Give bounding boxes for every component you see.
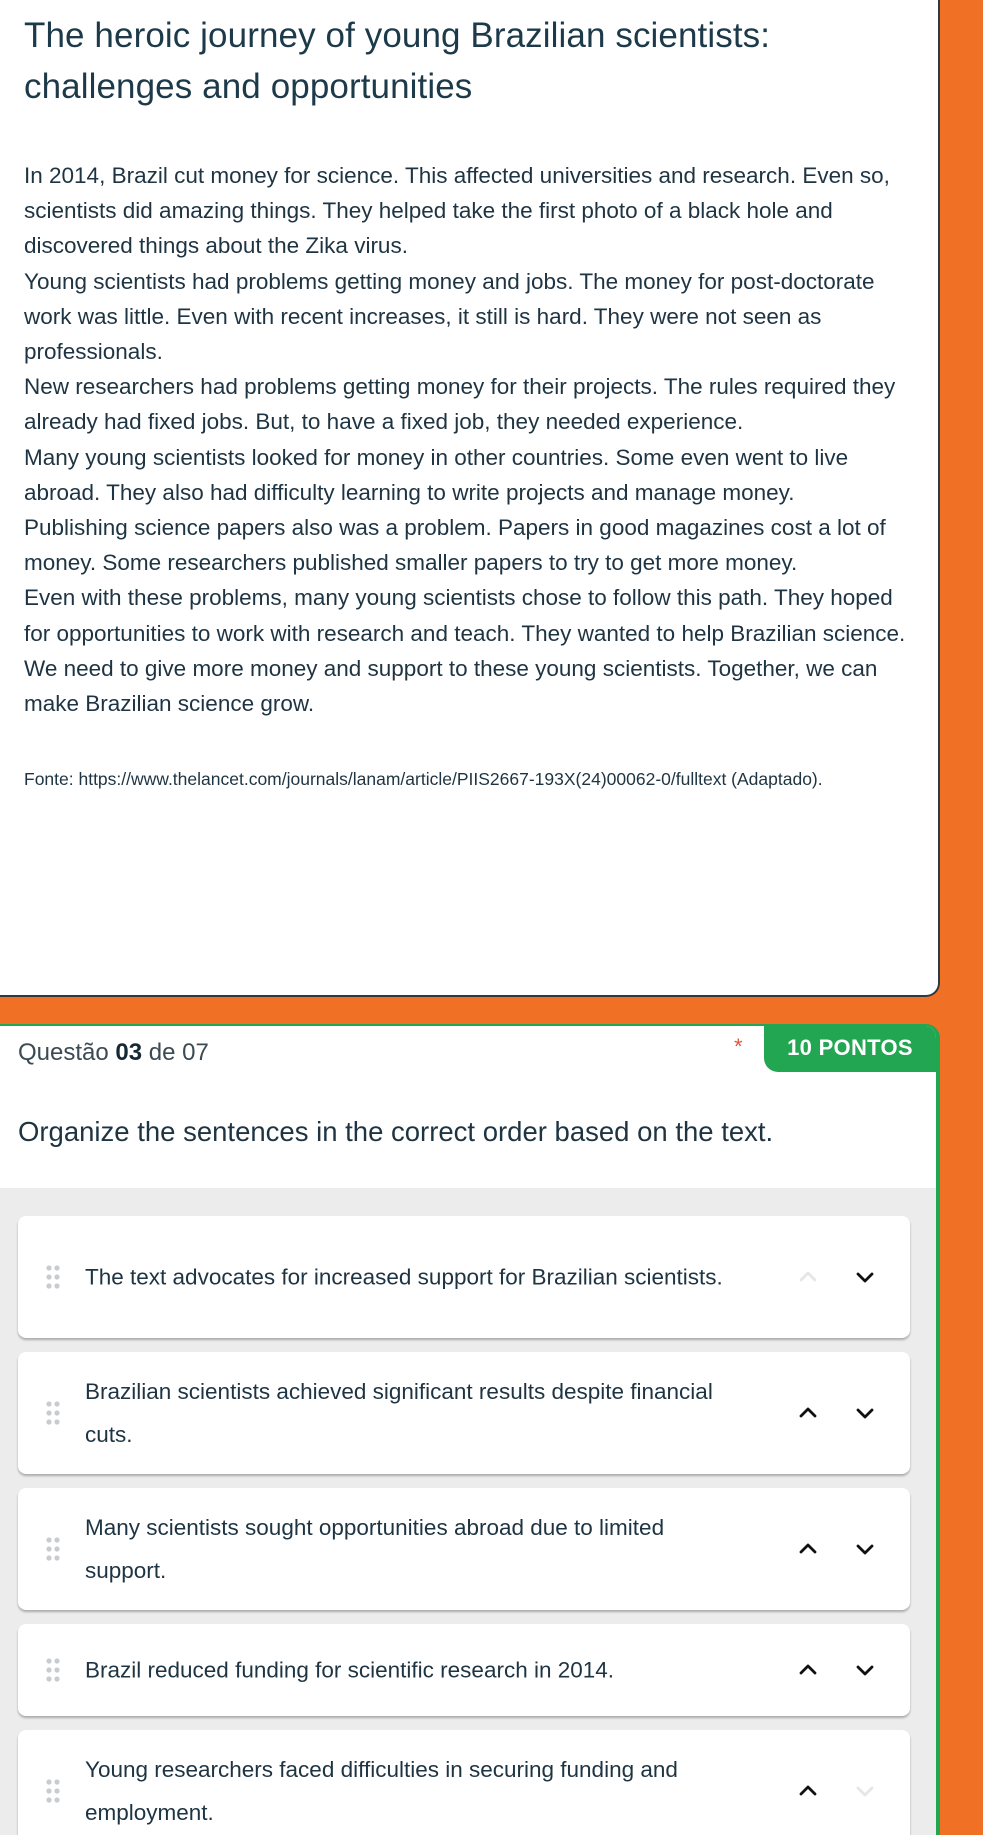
move-up-button[interactable] (788, 1650, 828, 1690)
chevron-up-icon (796, 1265, 820, 1289)
sortable-item-text: Brazil reduced funding for scientific research in 2014. (85, 1657, 615, 1683)
chevron-up-icon (796, 1779, 820, 1803)
move-up-button[interactable] (788, 1771, 828, 1811)
article-body (24, 158, 914, 721)
sortable-item[interactable] (18, 1730, 910, 1835)
article-paragraph: Young scientists had problems getting money and jobs. The money for post-doctorate work was little. Even with recent increases, it still is hard. They were not seen as professionals. (24, 268, 875, 365)
sortable-item[interactable] (18, 1352, 910, 1474)
question-total: 07 (182, 1039, 209, 1066)
move-up-button[interactable] (788, 1529, 828, 1569)
move-down-button[interactable] (845, 1529, 885, 1569)
chevron-down-icon (853, 1779, 877, 1803)
question-number: 03 (115, 1039, 143, 1066)
chevron-up-icon (796, 1401, 820, 1425)
move-up-button[interactable] (788, 1393, 828, 1433)
move-up-button[interactable] (788, 1257, 828, 1297)
drag-handle-icon[interactable] (45, 1400, 61, 1426)
sortable-item[interactable] (18, 1216, 910, 1338)
move-down-button[interactable] (845, 1257, 885, 1297)
drag-handle-icon[interactable] (45, 1778, 61, 1804)
chevron-down-icon (853, 1537, 877, 1561)
chevron-down-icon (853, 1265, 877, 1289)
chevron-down-icon (853, 1658, 877, 1682)
chevron-up-icon (796, 1658, 820, 1682)
sortable-list (0, 1188, 936, 1835)
chevron-up-icon (796, 1537, 820, 1561)
sortable-item[interactable] (18, 1624, 910, 1716)
drag-handle-icon[interactable] (45, 1264, 61, 1290)
required-marker: * (734, 1034, 743, 1059)
sortable-item-text: Young researchers faced difficulties in securing funding and employment. (85, 1757, 678, 1825)
sortable-item-text: The text advocates for increased support for Brazilian scientists. (85, 1264, 723, 1290)
article-source: Fonte: https://www.thelancet.com/journals/lanam/article/PIIS2667-193X(24)00062-0/fulltext (Adaptado). (24, 769, 823, 790)
article-title: The heroic journey of young Brazilian scientists: challenges and opportunities (24, 16, 771, 106)
article-paragraph: Publishing science papers also was a problem. Papers in good magazines cost a lot of money. Some researchers published smaller papers to try to get more money. (24, 515, 886, 576)
article-paragraph: Many young scientists looked for money in other countries. Some even went to live abroad. They also had difficulty learning to write projects and manage money. (24, 444, 849, 505)
article-paragraph: We need to give more money and support to these young scientists. Together, we can make Brazilian science grow. (24, 655, 878, 717)
question-label: Questão (18, 1039, 109, 1066)
drag-handle-icon[interactable] (45, 1536, 61, 1562)
sortable-item-text: Many scientists sought opportunities abroad due to limited support. (85, 1515, 665, 1583)
chevron-down-icon (853, 1401, 877, 1425)
question-card (0, 1024, 940, 1835)
article-paragraph: Even with these problems, many young scientists chose to follow this path. They hoped for opportunities to work with research and teach. They wanted to help Brazilian science. (24, 585, 906, 646)
sortable-item[interactable] (18, 1488, 910, 1610)
sortable-item-text: Brazilian scientists achieved significant results despite financial cuts. (85, 1379, 713, 1447)
question-prompt: Organize the sentences in the correct order based on the text. (18, 1116, 774, 1147)
move-down-button[interactable] (845, 1393, 885, 1433)
points-badge: 10 PONTOS (764, 1024, 936, 1072)
question-counter (18, 1039, 209, 1067)
drag-handle-icon[interactable] (45, 1657, 61, 1683)
article-paragraph: In 2014, Brazil cut money for science. This affected universities and research. Even so, scientists did amazing things. They helped take the first photo of a black hole and discovered things about the Zika virus. (24, 163, 890, 259)
article-paragraph: New researchers had problems getting money for their projects. The rules required they already had fixed jobs. But, to have a fixed job, they needed experience. (24, 374, 896, 435)
move-down-button[interactable] (845, 1650, 885, 1690)
move-down-button[interactable] (845, 1771, 885, 1811)
question-header (0, 1026, 936, 1098)
question-label-mid: de (148, 1039, 176, 1066)
